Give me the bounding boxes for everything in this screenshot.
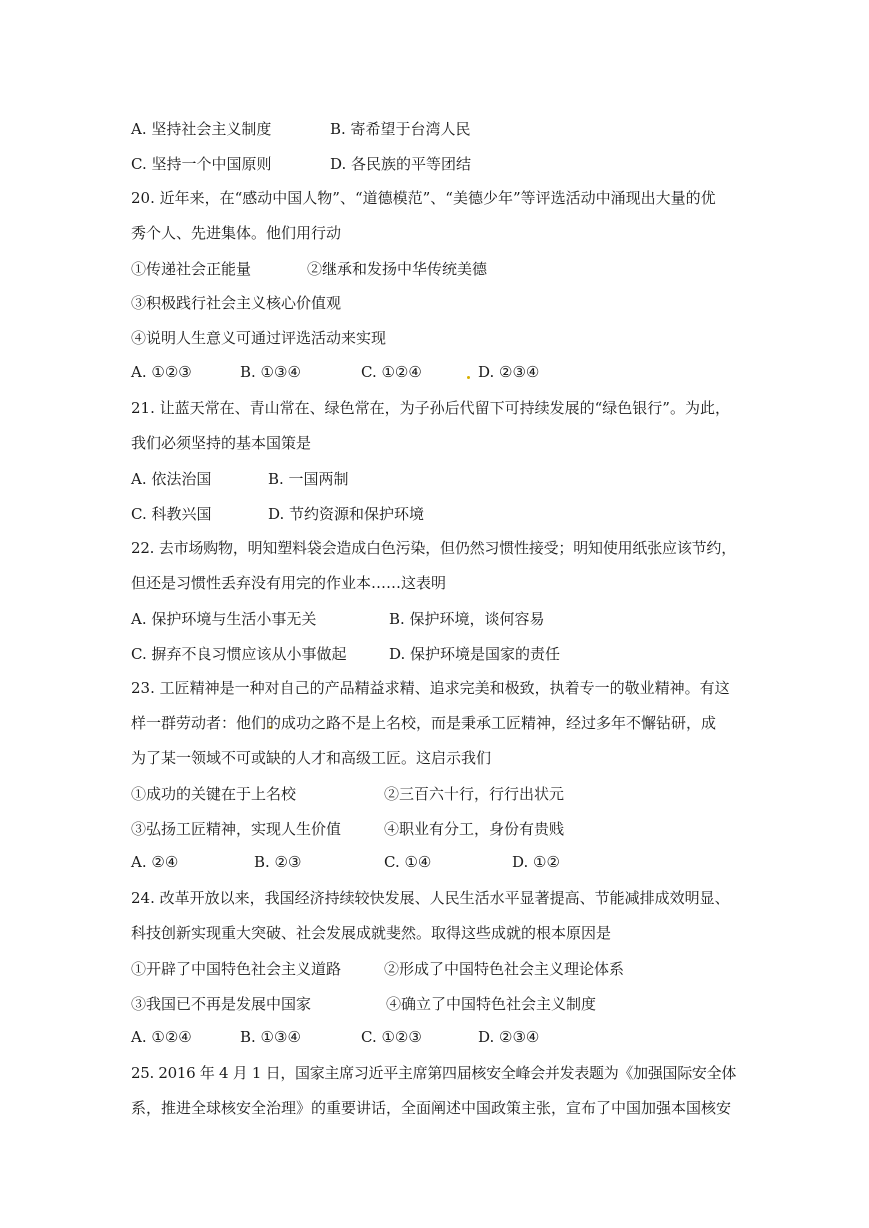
q24-stem-line-2: 科技创新实现重大突破、社会发展成就斐然。取得这些成就的根本原因是 xyxy=(131,924,612,942)
q23-option-c: C. ①④ xyxy=(384,853,432,871)
q24-stem-line-1: 24. 改革开放以来，我国经济持续较快发展、人民生活水平显著提高、节能减排成效明显、 xyxy=(131,889,730,907)
q19-option-a: A. 坚持社会主义制度 xyxy=(131,120,272,138)
q22-option-c: C. 摒弃不良习惯应该从小事做起 xyxy=(131,645,347,663)
q24-option-d: D. ②③④ xyxy=(478,1028,540,1046)
q21-option-d: D. 节约资源和保护环境 xyxy=(268,505,425,523)
q20-option-b: B. ①③④ xyxy=(240,363,301,381)
q20-item-1: ①传递社会正能量 xyxy=(131,260,252,278)
q20-option-d: D. ②③④ xyxy=(478,363,540,381)
q22-option-d: D. 保护环境是国家的责任 xyxy=(389,645,561,663)
q21-stem-line-1: 21. 让蓝天常在、青山常在、绿色常在，为子孙后代留下可持续发展的“绿色银行”。为此， xyxy=(131,399,730,417)
q23-option-a: A. ②④ xyxy=(131,853,179,871)
q23-option-d: D. ①② xyxy=(512,853,560,871)
q21-option-b: B. 一国两制 xyxy=(268,470,349,488)
q24-item-2: ②形成了中国特色社会主义理论体系 xyxy=(384,960,625,978)
q19-option-c: C. 坚持一个中国原则 xyxy=(131,155,272,173)
q20-item-2: ②继承和发扬中华传统美德 xyxy=(307,260,488,278)
q23-option-b: B. ②③ xyxy=(254,853,302,871)
q22-stem-line-1: 22. 去市场购物，明知塑料袋会造成白色污染，但仍然习惯性接受；明知使用纸张应该节约， xyxy=(131,539,737,557)
q24-option-c: C. ①②③ xyxy=(361,1028,422,1046)
q23-stem-line-3: 为了某一领域不可或缺的人才和高级工匠。这启示我们 xyxy=(131,749,492,767)
q24-option-a: A. ①②④ xyxy=(131,1028,192,1046)
q22-stem-line-2: 但还是习惯性丢弃没有用完的作业本……这表明 xyxy=(131,574,447,592)
q20-item-4: ④说明人生意义可通过评选活动来实现 xyxy=(131,329,387,347)
q24-item-4: ④确立了中国特色社会主义制度 xyxy=(386,995,597,1013)
q25-stem-line-1: 25. 2016 年 4 月 1 日，国家主席习近平主席第四届核安全峰会并发表题为《加强国际安全体 xyxy=(131,1064,737,1082)
q23-item-4: ④职业有分工，身份有贵贱 xyxy=(384,820,565,838)
q24-item-1: ①开辟了中国特色社会主义道路 xyxy=(131,960,342,978)
q20-stem-line-1: 20. 近年来，在“感动中国人物”、“道德模范”、“美德少年”等评选活动中涌现出大量的优 xyxy=(131,189,716,207)
stray-mark xyxy=(467,376,470,379)
q24-item-3: ③我国已不再是发展中国家 xyxy=(131,995,312,1013)
q20-option-a: A. ①②③ xyxy=(131,363,192,381)
q23-stem-line-1: 23. 工匠精神是一种对自己的产品精益求精、追求完美和极致，执着专一的敬业精神。有这 xyxy=(131,679,730,697)
q20-stem-line-2: 秀个人、先进集体。他们用行动 xyxy=(131,224,342,242)
q21-option-a: A. 依法治国 xyxy=(131,470,212,488)
q25-stem-line-2: 系，推进全球核安全治理》的重要讲话，全面阐述中国政策主张，宣布了中国加强本国核安 xyxy=(131,1099,732,1117)
q22-option-b: B. 保护环境，谈何容易 xyxy=(389,610,545,628)
q21-stem-line-2: 我们必须坚持的基本国策是 xyxy=(131,434,312,452)
q23-stem-line-2: 样一群劳动者：他们的成功之路不是上名校，而是秉承工匠精神，经过多年不懈钻研，成 xyxy=(131,714,717,732)
q19-option-d: D. 各民族的平等团结 xyxy=(330,155,472,173)
q24-option-b: B. ①③④ xyxy=(240,1028,301,1046)
q21-option-c: C. 科教兴国 xyxy=(131,505,212,523)
q23-item-1: ①成功的关键在于上名校 xyxy=(131,785,297,803)
q22-option-a: A. 保护环境与生活小事无关 xyxy=(131,610,317,628)
q19-option-b: B. 寄希望于台湾人民 xyxy=(330,120,471,138)
q20-option-c: C. ①②④ xyxy=(361,363,422,381)
q23-item-3: ③弘扬工匠精神，实现人生价值 xyxy=(131,820,342,838)
q23-item-2: ②三百六十行，行行出状元 xyxy=(384,785,565,803)
q20-item-3: ③积极践行社会主义核心价值观 xyxy=(131,294,342,312)
